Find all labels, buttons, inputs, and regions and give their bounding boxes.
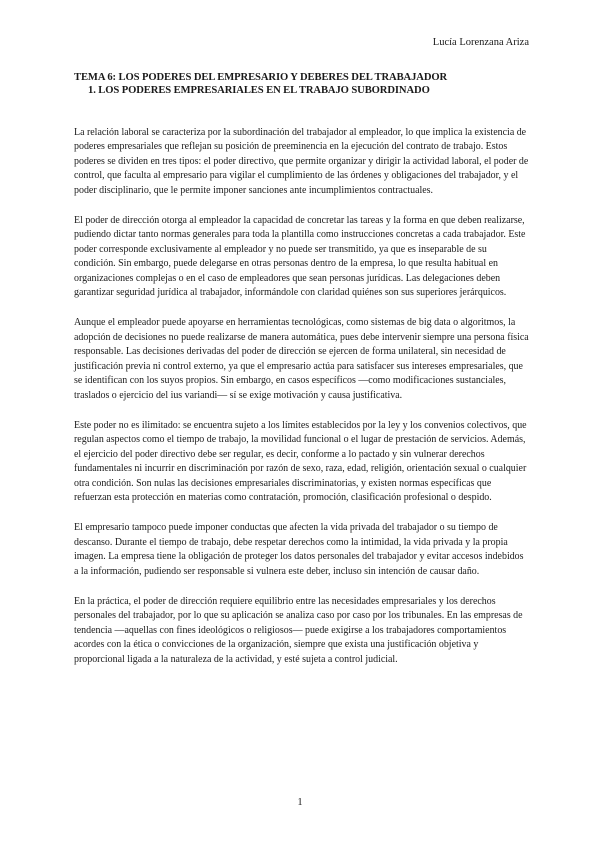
section-heading: 1. LOS PODERES EMPRESARIALES EN EL TRABAJO SUBORDINADO	[88, 85, 430, 96]
paragraph: Este poder no es ilimitado: se encuentra sujeto a los límites establecidos por la ley y los convenios colectivos, que regulan aspectos como el tiempo de trabajo, la movilidad funcional o el lugar de prestación de servicios. Además, el ejercicio del poder directivo debe ser regular, es decir, conforme a lo pactado y sin vulnerar derechos fundamentales ni incurrir en discriminación por razón de sexo, raza, edad, religión, orientación sexual o cualquier otra condición. Son nulas las decisiones empresariales discriminatorias, y existen normas específicas que refuerzan esta protección en materias como contratación, promoción, clasificación profesional o despido.	[74, 419, 527, 503]
paragraph: En la práctica, el poder de dirección requiere equilibrio entre las necesidades empresariales y los derechos personales del trabajador, por lo que su aplicación se analiza caso por caso por los tribunales. En las empresas de tendencia —aquellas con fines ideológicos o religiosos— puede exigirse a los trabajadores comportamientos acordes con la ética o convicciones de la organización, siempre que exista una justificación objetiva y proporcional ligada a la naturaleza de la actividad, y esté sujeta a control judicial.	[74, 595, 523, 665]
document-body	[74, 126, 530, 683]
document-title: TEMA 6: LOS PODERES DEL EMPRESARIO Y DEBERES DEL TRABAJADOR	[74, 72, 448, 83]
author-header: Lucía Lorenzana Ariza	[432, 37, 529, 48]
page-number: 1	[297, 797, 303, 808]
paragraph: El poder de dirección otorga al empleador la capacidad de concretar las tareas y la forma en que deben realizarse, pudiendo dictar tanto normas generales para toda la plantilla como instrucciones concretas a cada trabajador. Este poder corresponde exclusivamente al empleador y no puede ser transmitido, ya que es inseparable de su condición. Sin embargo, puede delegarse en otras personas dentro de la empresa, lo que resulta habitual en organizaciones complejas o en el caso de empleadores que sean personas jurídicas. Las delegaciones deben garantizar seguridad jurídica al trabajador, informándole con claridad quiénes son sus superiores jerárquicos.	[74, 215, 526, 299]
paragraph: Aunque el empleador puede apoyarse en herramientas tecnológicas, como sistemas de big data o algoritmos, la adopción de decisiones no puede realizarse de manera automática, pues debe intervenir siempre una persona física responsable. Las decisiones derivadas del poder de dirección se ejercen de forma unilateral, sin necesidad de justificación previa ni control externo, ya que el empresario actúa para satisfacer sus intereses empresariales, que se identifican con los suyos propios. Sin embargo, en casos específicos —como modificaciones sustanciales, traslados o ejercicio del ius variandi— sí se exige motivación y causa justificativa.	[74, 317, 529, 401]
paragraph: La relación laboral se caracteriza por la subordinación del trabajador al empleador, lo que implica la existencia de poderes empresariales que reflejan su posición de preeminencia en la ejecución del contrato de trabajo. Estos poderes se dividen en tres tipos: el poder directivo, que permite organizar y dirigir la actividad laboral, el poder de control, que faculta al empresario para vigilar el cumplimiento de las órdenes y obligaciones del trabajador, y el poder disciplinario, que le permite imponer sanciones ante incumplimientos contractuales.	[74, 127, 529, 196]
title-block	[74, 72, 534, 96]
paragraph: El empresario tampoco puede imponer conductas que afecten la vida privada del trabajador o su tiempo de descanso. Durante el tiempo de trabajo, debe respetar derechos como la intimidad, la vida privada y la propia imagen. La empresa tiene la obligación de proteger los datos personales del trabajador y evitar accesos indebidos a la información, pudiendo ser responsable si vulnera este deber, incluso sin intención de causar daño.	[74, 522, 524, 577]
